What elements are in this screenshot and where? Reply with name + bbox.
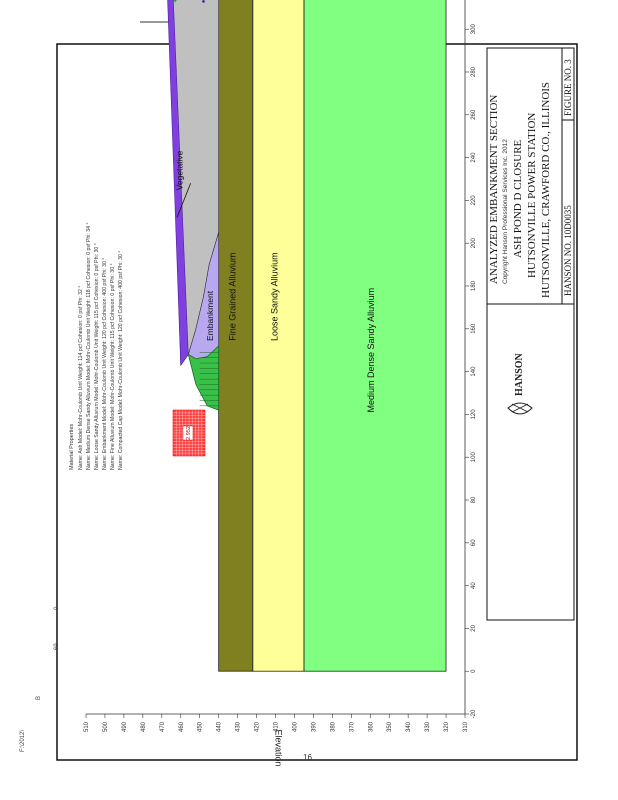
material-line: Name: Embankment Model: Mohr-Coulomb Unit Weight: 120 pcf Cohesion: 400 psf Phi: 30 ° [102,257,108,470]
material-line: Name: Fine Alluvium Model: Mohr-Coulomb Unit Weight: 115 pcf Cohesion: 0 psf Phi: 30 ° [110,263,116,470]
material-line: Name: Loose Sandy Alluvium Model: Mohr-Coulomb Unit Weight: 115 pcf Cohesion: 0 psf Phi: 30 ° [94,243,100,470]
y-tick-label: 500 [102,721,109,733]
label-fine-grained: Fine Grained Alluvium [227,252,238,341]
cross-section-plot [69,0,477,767]
material-line: Name: Compacted Cap Model: Mohr-Coulomb Unit Weight: 120 pcf Cohesion: 400 psf Phi: 30 ° [118,250,124,470]
x-tick-label: 200 [471,238,477,249]
x-tick-label: 140 [471,366,477,377]
x-tick-label: 40 [471,582,477,589]
y-tick-label: 420 [254,721,261,733]
label-vegetative: Vegetative [174,150,185,191]
x-tick-label: 20 [471,625,477,632]
y-tick-label: 370 [349,721,356,733]
label-medium-dense: Medium Dense Sandy Alluvium [366,287,377,413]
x-tick-label: 180 [471,280,477,292]
project-line-3: HUTSONVILLE, CRAWFORD CO., ILLINOIS [540,81,552,298]
hanson-number: HANSON NO. 10D0035 [563,205,573,296]
svg-text:0: 0 [54,606,60,610]
y-tick-label: 510 [84,721,90,733]
y-tick-label: 400 [292,721,299,733]
title-block [487,48,574,620]
x-tick-label: -20 [471,709,477,719]
margin-marks [20,606,60,752]
page-number: 16 [303,753,312,762]
y-tick-label: 360 [368,721,375,733]
material-properties [69,222,124,470]
x-tick-label: 300 [471,24,477,35]
logo-text: HANSON [514,353,525,396]
y-tick-label: 460 [178,721,185,733]
y-tick-label: 440 [216,721,223,733]
soil-regions [219,0,446,671]
copyright-text: Copyright Hanson Professional Services Inc. 2012 [502,139,509,284]
y-tick-label: 350 [387,721,394,733]
material-line: Name: Medium Dense Sandy Alluvium Model: Mohr-Coulomb Unit Weight: 118 pcf Cohesion: 0 psf Phi: 34 ° [86,222,92,470]
y-tick-label: 310 [463,721,469,733]
x-tick-label: 100 [471,452,477,463]
y-tick-label: 430 [235,721,242,733]
y-tick-label: 490 [121,721,128,733]
x-tick-label: 60 [471,539,477,547]
y-tick-label: 450 [197,721,204,733]
label-loose-sandy: Loose Sandy Alluvium [269,252,280,341]
factor-of-safety: 2.952 [186,426,192,440]
svg-text:69: 69 [54,643,60,650]
x-tick-label: 80 [471,496,477,504]
material-header: Material Properties [69,423,75,470]
y-tick-label: 380 [330,721,337,733]
material-line: Name: Ash Model: Mohr-Coulomb Unit Weight: 114 pcf Cohesion: 0 psf Phi: 32 ° [78,285,84,470]
project-line-1: ASH POND D CLOSURE [512,139,524,258]
embankment-geometry [167,0,218,410]
x-tick-label: 280 [471,66,477,78]
label-embankment: Embankment [204,290,215,342]
y-tick-label: 340 [406,721,413,733]
svg-text:B: B [36,695,42,700]
y-tick-label: 410 [273,721,280,733]
point-marker [202,0,205,3]
y-tick-label: 480 [140,721,147,733]
y-axis-title: Elevation [273,729,284,767]
x-tick-label: 160 [471,323,477,334]
y-tick-label: 390 [311,721,318,733]
y-tick-label: 320 [444,721,451,733]
x-tick-label: 220 [471,195,477,206]
x-tick-label: 260 [471,109,477,120]
y-tick-label: 470 [159,721,166,733]
svg-text:F:\2012\: F:\2012\ [20,729,26,752]
factor-of-safety-grid [173,410,205,456]
figure-title: ANALYZED EMBANKMENT SECTION [488,94,500,284]
x-tick-label: 120 [471,409,477,420]
x-tick-label: 0 [471,669,477,673]
project-line-2: HUTSONVILLE POWER STATION [526,112,538,278]
y-tick-label: 330 [425,721,432,733]
x-tick-label: 240 [471,152,477,163]
figure-number: FIGURE NO. 3 [563,59,573,116]
